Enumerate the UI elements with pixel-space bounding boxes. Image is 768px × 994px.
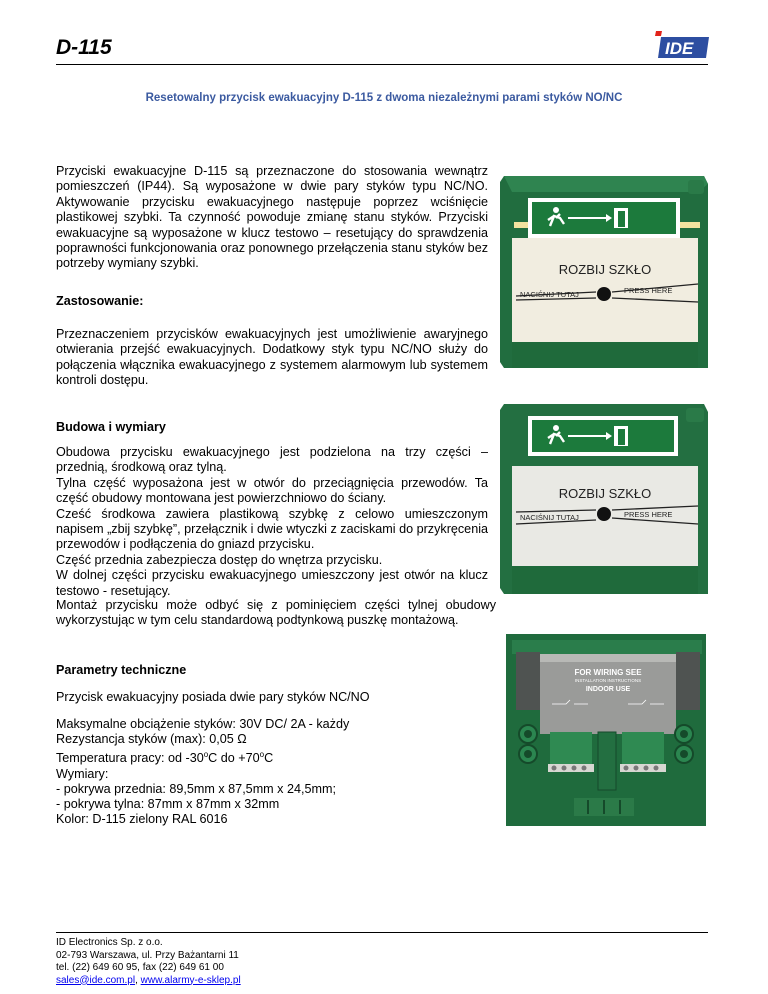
press-here-pl: NACIŚNIJ TUTAJ bbox=[520, 513, 579, 522]
glass-label: ROZBIJ SZKŁO bbox=[558, 262, 652, 277]
param-front: - pokrywa przednia: 89,5mm x 87,5mm x 24,5mm; bbox=[56, 782, 336, 796]
build-line: Część przednia zabezpiecza dostęp do wnętrza przycisku. bbox=[56, 552, 383, 567]
logo-text: IDE bbox=[665, 39, 694, 58]
contact-separator: , bbox=[135, 974, 141, 986]
website-link[interactable]: www.alarmy-e-sklep.pl bbox=[140, 974, 241, 986]
temp-mid: C do +70 bbox=[208, 751, 260, 766]
param-load: Maksymalne obciążenie styków: 30V DC/ 2A - każdy bbox=[56, 717, 350, 731]
build-line: W dolnej części przycisku ewakuacyjnego umieszczony jest otwór na klucz testowo - resetujący. bbox=[56, 568, 488, 598]
temp-suffix: C bbox=[264, 751, 274, 766]
usage-heading: Zastosowanie: bbox=[56, 294, 144, 308]
wiring-sublabel: INSTALLATION INSTRUCTIONS bbox=[574, 678, 642, 683]
company-name: ID Electronics Sp. z o.o. bbox=[56, 937, 163, 948]
press-here-en: PRESS HERE bbox=[624, 286, 673, 295]
wiring-label: FOR WIRING SEE bbox=[574, 668, 642, 677]
usage-paragraph: Przeznaczeniem przycisków ewakuacyjnych jest umożliwienie awaryjnego otwierania przejść ewakuacyjnych. Dodatkowy styk typu NC/NO służy do połączenia włącznika ewakuacyjnego z systemem alarmowym lub systemem kontroli dostępu. bbox=[56, 327, 488, 388]
params-heading: Parametry techniczne bbox=[56, 663, 187, 677]
build-line: Cześć środkowa zawiera plastikową szybkę z celowo umieszczonym napisem „zbij szybkę”, przełącznik i dwie wtyczki z zaciskami do przykręcenia przewodów i podłączenia do gniazd przycisku. bbox=[56, 506, 488, 552]
email-link[interactable]: sales@ide.com.pl bbox=[56, 974, 136, 986]
degree-mark: o bbox=[259, 750, 265, 760]
build-line: Obudowa przycisku ewakuacyjnego jest podzielona na trzy części – przednią, środkową oraz tylną. bbox=[56, 445, 488, 475]
glass-label: ROZBIJ SZKŁO bbox=[558, 486, 652, 501]
temp-prefix: Temperatura pracy: od -30 bbox=[56, 751, 204, 766]
param-color: Kolor: D-115 zielony RAL 6016 bbox=[56, 812, 228, 827]
param-dims-label: Wymiary: bbox=[56, 766, 109, 781]
company-contact bbox=[56, 975, 241, 988]
product-photo-front-alt bbox=[498, 402, 712, 598]
build-paragraph bbox=[56, 445, 488, 599]
press-here-pl: NACIŚNIJ TUTAJ bbox=[520, 290, 579, 299]
product-photo-front bbox=[498, 172, 712, 372]
header-rule bbox=[56, 64, 708, 65]
params-intro: Przycisk ewakuacyjny posiada dwie pary styków NC/NO bbox=[56, 690, 370, 704]
press-here-en: PRESS HERE bbox=[624, 510, 673, 519]
indoor-label: INDOOR USE bbox=[585, 686, 631, 693]
document-subtitle: Resetowalny przycisk ewakuacyjny D-115 z dwoma niezależnymi parami styków NO/NC bbox=[145, 92, 623, 104]
company-address: 02-793 Warszawa, ul. Przy Bażantarni 11 bbox=[56, 949, 239, 961]
document-title: D-115 bbox=[56, 36, 112, 59]
footer bbox=[56, 937, 241, 987]
params-list bbox=[56, 717, 488, 828]
ide-logo bbox=[653, 31, 710, 59]
build-heading: Budowa i wymiary bbox=[56, 420, 166, 434]
company-phone: tel. (22) 649 60 95, fax (22) 649 61 00 bbox=[56, 962, 224, 973]
build-line: Tylna część wyposażona jest w otwór do przeciągnięcia przewodów. Ta część obudowy montowana jest powierzchniowo do ściany. bbox=[56, 475, 488, 506]
intro-paragraph: Przyciski ewakuacyjne D-115 są przeznaczone do stosowania wewnątrz pomieszczeń (IP44). Są wyposażone w dwie pary styków typu NC/NO. Aktywowanie przycisku ewakuacyjnego następuje poprzez wciśnięcie plastikowej szybki. Ta czynność powoduje zmianę stanu styków. Przyciski ewakuacyjne są wyposażone w klucz testowo – resetujący do sprawdzenia poprawności funkcjonowania oraz ponownego przełączenia stanu styków bez potrzeby wymiany szybki. bbox=[56, 164, 488, 271]
product-photo-inside bbox=[504, 632, 708, 828]
param-back: - pokrywa tylna: 87mm x 87mm x 32mm bbox=[56, 797, 280, 812]
param-temperature bbox=[56, 747, 488, 766]
footer-rule bbox=[56, 932, 708, 933]
mounting-paragraph: Montaż przycisku może odbyć się z pominięciem części tylnej obudowy wykorzystując w tym celu standardową podtynkową puszkę montażową. bbox=[56, 598, 496, 628]
param-resistance: Rezystancja styków (max): 0,05 Ω bbox=[56, 732, 247, 747]
degree-mark: o bbox=[203, 750, 209, 760]
